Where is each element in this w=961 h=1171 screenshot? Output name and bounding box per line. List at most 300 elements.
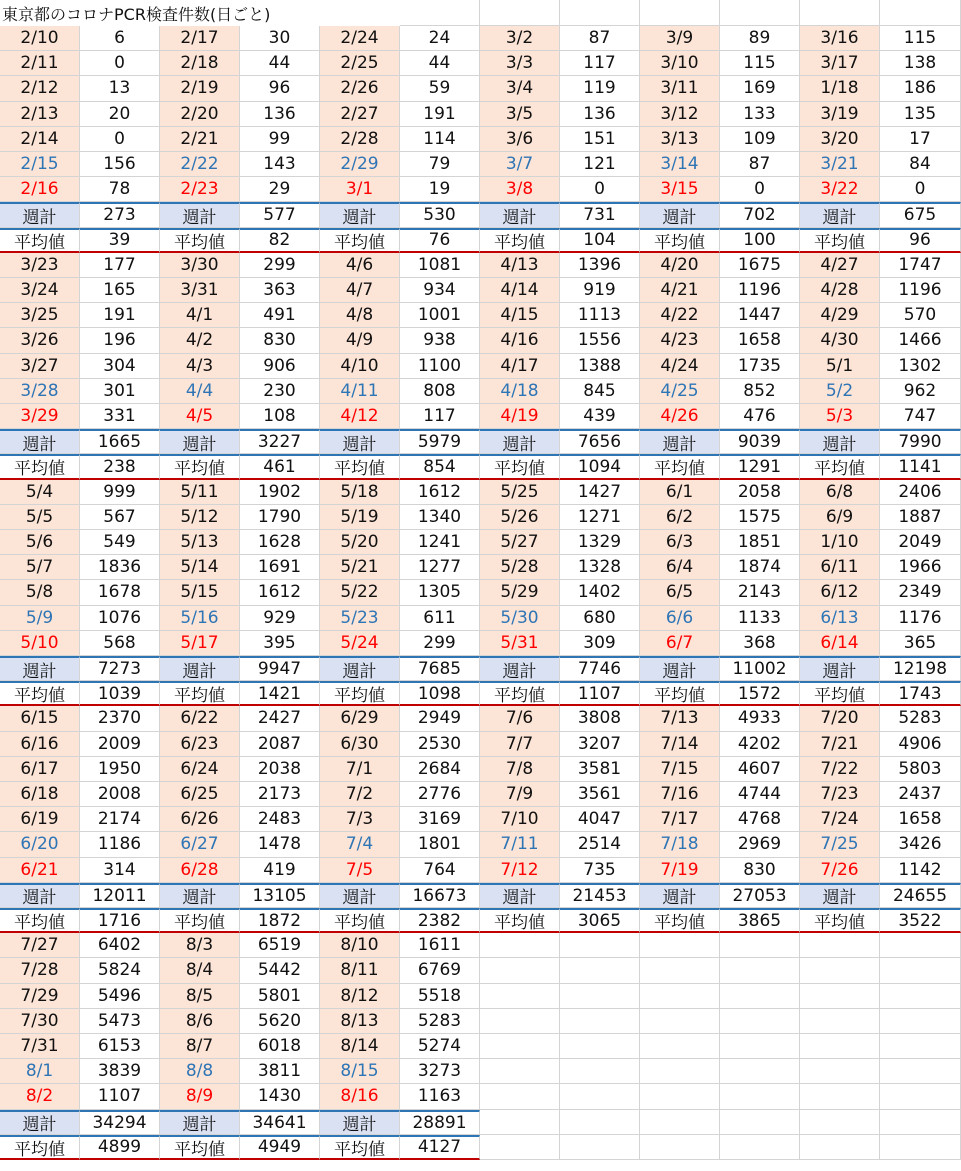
date-cell[interactable]: 5/6 — [0, 530, 80, 555]
count-cell[interactable]: 1133 — [720, 606, 800, 631]
average-label[interactable]: 平均値 — [320, 228, 400, 253]
count-cell[interactable]: 830 — [240, 328, 320, 353]
count-cell[interactable]: 87 — [720, 152, 800, 177]
count-cell[interactable]: 29 — [240, 177, 320, 202]
empty-cell[interactable] — [640, 958, 720, 983]
weekly-total-label[interactable]: 週計 — [480, 883, 560, 908]
count-cell[interactable]: 186 — [880, 76, 961, 101]
count-cell[interactable]: 1801 — [400, 832, 480, 857]
date-cell[interactable]: 7/5 — [320, 858, 400, 883]
date-cell[interactable]: 7/14 — [640, 732, 720, 757]
count-cell[interactable]: 1430 — [240, 1084, 320, 1109]
weekly-total-value[interactable]: 12011 — [80, 883, 160, 908]
count-cell[interactable]: 151 — [560, 127, 640, 152]
weekly-total-value[interactable]: 34641 — [240, 1110, 320, 1135]
average-value[interactable]: 3065 — [560, 908, 640, 933]
date-cell[interactable]: 2/19 — [160, 76, 240, 101]
count-cell[interactable]: 549 — [80, 530, 160, 555]
date-cell[interactable]: 7/22 — [800, 757, 880, 782]
date-cell[interactable]: 8/7 — [160, 1034, 240, 1059]
count-cell[interactable]: 136 — [240, 102, 320, 127]
count-cell[interactable]: 2437 — [880, 782, 961, 807]
date-cell[interactable]: 5/2 — [800, 379, 880, 404]
weekly-total-label[interactable]: 週計 — [160, 429, 240, 454]
average-value[interactable]: 2382 — [400, 908, 480, 933]
date-cell[interactable]: 3/27 — [0, 354, 80, 379]
count-cell[interactable]: 196 — [80, 328, 160, 353]
average-label[interactable]: 平均値 — [320, 908, 400, 933]
count-cell[interactable]: 1628 — [240, 530, 320, 555]
count-cell[interactable]: 3581 — [560, 757, 640, 782]
count-cell[interactable]: 3808 — [560, 706, 640, 731]
empty-cell[interactable] — [640, 0, 720, 26]
weekly-total-value[interactable]: 7746 — [560, 656, 640, 681]
date-cell[interactable]: 5/7 — [0, 555, 80, 580]
weekly-total-label[interactable]: 週計 — [480, 202, 560, 227]
date-cell[interactable]: 3/13 — [640, 127, 720, 152]
date-cell[interactable]: 6/30 — [320, 732, 400, 757]
date-cell[interactable]: 3/30 — [160, 253, 240, 278]
count-cell[interactable]: 1402 — [560, 580, 640, 605]
average-value[interactable]: 238 — [80, 454, 160, 479]
count-cell[interactable]: 309 — [560, 631, 640, 656]
empty-cell[interactable] — [480, 1009, 560, 1034]
date-cell[interactable]: 4/7 — [320, 278, 400, 303]
date-cell[interactable]: 4/22 — [640, 303, 720, 328]
count-cell[interactable]: 938 — [400, 328, 480, 353]
count-cell[interactable]: 136 — [560, 102, 640, 127]
date-cell[interactable]: 3/26 — [0, 328, 80, 353]
date-cell[interactable]: 3/23 — [0, 253, 80, 278]
count-cell[interactable]: 2969 — [720, 832, 800, 857]
date-cell[interactable]: 6/13 — [800, 606, 880, 631]
average-label[interactable]: 平均値 — [480, 454, 560, 479]
count-cell[interactable]: 1790 — [240, 505, 320, 530]
average-label[interactable]: 平均値 — [480, 908, 560, 933]
average-value[interactable]: 3522 — [880, 908, 961, 933]
date-cell[interactable]: 8/9 — [160, 1084, 240, 1109]
count-cell[interactable]: 2776 — [400, 782, 480, 807]
empty-cell[interactable] — [800, 984, 880, 1009]
count-cell[interactable]: 191 — [400, 102, 480, 127]
average-value[interactable]: 4127 — [400, 1135, 480, 1160]
count-cell[interactable]: 3811 — [240, 1059, 320, 1084]
count-cell[interactable]: 1658 — [720, 328, 800, 353]
date-cell[interactable]: 4/5 — [160, 404, 240, 429]
count-cell[interactable]: 1735 — [720, 354, 800, 379]
count-cell[interactable]: 133 — [720, 102, 800, 127]
count-cell[interactable]: 2008 — [80, 782, 160, 807]
date-cell[interactable]: 4/17 — [480, 354, 560, 379]
date-cell[interactable]: 5/17 — [160, 631, 240, 656]
empty-cell[interactable] — [720, 984, 800, 1009]
date-cell[interactable]: 4/24 — [640, 354, 720, 379]
count-cell[interactable]: 1678 — [80, 580, 160, 605]
date-cell[interactable]: 2/22 — [160, 152, 240, 177]
empty-cell[interactable] — [720, 1110, 800, 1135]
date-cell[interactable]: 2/21 — [160, 127, 240, 152]
empty-cell[interactable] — [880, 1084, 961, 1109]
average-label[interactable]: 平均値 — [640, 454, 720, 479]
count-cell[interactable]: 962 — [880, 379, 961, 404]
count-cell[interactable]: 0 — [80, 51, 160, 76]
date-cell[interactable]: 7/4 — [320, 832, 400, 857]
date-cell[interactable]: 2/13 — [0, 102, 80, 127]
count-cell[interactable]: 747 — [880, 404, 961, 429]
average-value[interactable]: 3865 — [720, 908, 800, 933]
average-value[interactable]: 1743 — [880, 681, 961, 706]
date-cell[interactable]: 3/29 — [0, 404, 80, 429]
date-cell[interactable]: 1/10 — [800, 530, 880, 555]
date-cell[interactable]: 8/8 — [160, 1059, 240, 1084]
count-cell[interactable]: 1747 — [880, 253, 961, 278]
date-cell[interactable]: 7/7 — [480, 732, 560, 757]
empty-cell[interactable] — [720, 1059, 800, 1084]
date-cell[interactable]: 6/7 — [640, 631, 720, 656]
date-cell[interactable]: 5/8 — [0, 580, 80, 605]
count-cell[interactable]: 138 — [880, 51, 961, 76]
count-cell[interactable]: 764 — [400, 858, 480, 883]
date-cell[interactable]: 3/28 — [0, 379, 80, 404]
count-cell[interactable]: 1176 — [880, 606, 961, 631]
count-cell[interactable]: 2530 — [400, 732, 480, 757]
date-cell[interactable]: 7/17 — [640, 807, 720, 832]
weekly-total-label[interactable]: 週計 — [480, 429, 560, 454]
date-cell[interactable]: 3/25 — [0, 303, 80, 328]
count-cell[interactable]: 177 — [80, 253, 160, 278]
count-cell[interactable]: 6153 — [80, 1034, 160, 1059]
empty-cell[interactable] — [560, 933, 640, 958]
date-cell[interactable]: 6/23 — [160, 732, 240, 757]
count-cell[interactable]: 5283 — [880, 706, 961, 731]
count-cell[interactable]: 2370 — [80, 706, 160, 731]
date-cell[interactable]: 3/20 — [800, 127, 880, 152]
count-cell[interactable]: 3273 — [400, 1059, 480, 1084]
count-cell[interactable]: 929 — [240, 606, 320, 631]
count-cell[interactable]: 4933 — [720, 706, 800, 731]
date-cell[interactable]: 3/1 — [320, 177, 400, 202]
empty-cell[interactable] — [720, 0, 800, 26]
weekly-total-value[interactable]: 731 — [560, 202, 640, 227]
empty-cell[interactable] — [560, 1009, 640, 1034]
count-cell[interactable]: 44 — [240, 51, 320, 76]
date-cell[interactable]: 2/15 — [0, 152, 80, 177]
count-cell[interactable]: 2684 — [400, 757, 480, 782]
date-cell[interactable]: 7/20 — [800, 706, 880, 731]
date-cell[interactable]: 6/18 — [0, 782, 80, 807]
count-cell[interactable]: 1466 — [880, 328, 961, 353]
date-cell[interactable]: 7/6 — [480, 706, 560, 731]
count-cell[interactable]: 5620 — [240, 1009, 320, 1034]
date-cell[interactable]: 8/15 — [320, 1059, 400, 1084]
count-cell[interactable]: 395 — [240, 631, 320, 656]
average-label[interactable]: 平均値 — [480, 228, 560, 253]
average-value[interactable]: 96 — [880, 228, 961, 253]
date-cell[interactable]: 5/25 — [480, 480, 560, 505]
date-cell[interactable]: 5/3 — [800, 404, 880, 429]
date-cell[interactable]: 3/31 — [160, 278, 240, 303]
count-cell[interactable]: 89 — [720, 26, 800, 51]
count-cell[interactable]: 1887 — [880, 505, 961, 530]
date-cell[interactable]: 7/23 — [800, 782, 880, 807]
count-cell[interactable]: 1196 — [880, 278, 961, 303]
count-cell[interactable]: 0 — [80, 127, 160, 152]
empty-cell[interactable] — [480, 1135, 560, 1160]
date-cell[interactable]: 4/10 — [320, 354, 400, 379]
average-label[interactable]: 平均値 — [160, 681, 240, 706]
date-cell[interactable]: 5/23 — [320, 606, 400, 631]
count-cell[interactable]: 1163 — [400, 1084, 480, 1109]
date-cell[interactable]: 4/8 — [320, 303, 400, 328]
date-cell[interactable]: 2/24 — [320, 26, 400, 51]
empty-cell[interactable] — [560, 958, 640, 983]
date-cell[interactable]: 8/16 — [320, 1084, 400, 1109]
count-cell[interactable]: 1447 — [720, 303, 800, 328]
weekly-total-value[interactable]: 530 — [400, 202, 480, 227]
count-cell[interactable]: 6 — [80, 26, 160, 51]
date-cell[interactable]: 6/12 — [800, 580, 880, 605]
empty-cell[interactable] — [880, 984, 961, 1009]
date-cell[interactable]: 4/16 — [480, 328, 560, 353]
count-cell[interactable]: 1241 — [400, 530, 480, 555]
date-cell[interactable]: 5/15 — [160, 580, 240, 605]
empty-cell[interactable] — [480, 1084, 560, 1109]
count-cell[interactable]: 5801 — [240, 984, 320, 1009]
date-cell[interactable]: 7/2 — [320, 782, 400, 807]
average-label[interactable]: 平均値 — [160, 454, 240, 479]
date-cell[interactable]: 4/30 — [800, 328, 880, 353]
count-cell[interactable]: 314 — [80, 858, 160, 883]
date-cell[interactable]: 4/26 — [640, 404, 720, 429]
date-cell[interactable]: 3/17 — [800, 51, 880, 76]
date-cell[interactable]: 7/28 — [0, 958, 80, 983]
date-cell[interactable]: 3/6 — [480, 127, 560, 152]
count-cell[interactable]: 1556 — [560, 328, 640, 353]
date-cell[interactable]: 4/9 — [320, 328, 400, 353]
date-cell[interactable]: 2/27 — [320, 102, 400, 127]
average-value[interactable]: 854 — [400, 454, 480, 479]
empty-cell[interactable] — [800, 1059, 880, 1084]
count-cell[interactable]: 2038 — [240, 757, 320, 782]
average-value[interactable]: 1291 — [720, 454, 800, 479]
date-cell[interactable]: 4/3 — [160, 354, 240, 379]
date-cell[interactable]: 5/31 — [480, 631, 560, 656]
date-cell[interactable]: 3/12 — [640, 102, 720, 127]
date-cell[interactable]: 4/1 — [160, 303, 240, 328]
count-cell[interactable]: 1113 — [560, 303, 640, 328]
count-cell[interactable]: 19 — [400, 177, 480, 202]
average-label[interactable]: 平均値 — [0, 454, 80, 479]
weekly-total-value[interactable]: 3227 — [240, 429, 320, 454]
count-cell[interactable]: 6018 — [240, 1034, 320, 1059]
count-cell[interactable]: 2949 — [400, 706, 480, 731]
count-cell[interactable]: 1966 — [880, 555, 961, 580]
count-cell[interactable]: 1186 — [80, 832, 160, 857]
average-label[interactable]: 平均値 — [160, 908, 240, 933]
count-cell[interactable]: 491 — [240, 303, 320, 328]
empty-cell[interactable] — [800, 1034, 880, 1059]
average-label[interactable]: 平均値 — [800, 228, 880, 253]
date-cell[interactable]: 5/26 — [480, 505, 560, 530]
count-cell[interactable]: 365 — [880, 631, 961, 656]
date-cell[interactable]: 5/13 — [160, 530, 240, 555]
date-cell[interactable]: 7/26 — [800, 858, 880, 883]
count-cell[interactable]: 156 — [80, 152, 160, 177]
count-cell[interactable]: 476 — [720, 404, 800, 429]
empty-cell[interactable] — [880, 958, 961, 983]
weekly-total-label[interactable]: 週計 — [0, 883, 80, 908]
date-cell[interactable]: 5/1 — [800, 354, 880, 379]
empty-cell[interactable] — [720, 1135, 800, 1160]
date-cell[interactable]: 8/12 — [320, 984, 400, 1009]
count-cell[interactable]: 5803 — [880, 757, 961, 782]
count-cell[interactable]: 4607 — [720, 757, 800, 782]
date-cell[interactable]: 2/10 — [0, 26, 80, 51]
empty-cell[interactable] — [800, 1084, 880, 1109]
count-cell[interactable]: 735 — [560, 858, 640, 883]
empty-cell[interactable] — [800, 1009, 880, 1034]
average-value[interactable]: 1872 — [240, 908, 320, 933]
date-cell[interactable]: 7/25 — [800, 832, 880, 857]
date-cell[interactable]: 5/24 — [320, 631, 400, 656]
date-cell[interactable]: 6/17 — [0, 757, 80, 782]
count-cell[interactable]: 368 — [720, 631, 800, 656]
date-cell[interactable]: 2/23 — [160, 177, 240, 202]
date-cell[interactable]: 6/27 — [160, 832, 240, 857]
weekly-total-label[interactable]: 週計 — [0, 429, 80, 454]
count-cell[interactable]: 44 — [400, 51, 480, 76]
average-label[interactable]: 平均値 — [640, 681, 720, 706]
date-cell[interactable]: 7/10 — [480, 807, 560, 832]
date-cell[interactable]: 5/14 — [160, 555, 240, 580]
weekly-total-label[interactable]: 週計 — [160, 202, 240, 227]
average-value[interactable]: 4899 — [80, 1135, 160, 1160]
date-cell[interactable]: 3/10 — [640, 51, 720, 76]
date-cell[interactable]: 4/20 — [640, 253, 720, 278]
count-cell[interactable]: 1340 — [400, 505, 480, 530]
empty-cell[interactable] — [480, 958, 560, 983]
count-cell[interactable]: 4202 — [720, 732, 800, 757]
count-cell[interactable]: 117 — [560, 51, 640, 76]
average-label[interactable]: 平均値 — [800, 454, 880, 479]
average-value[interactable]: 104 — [560, 228, 640, 253]
count-cell[interactable]: 6769 — [400, 958, 480, 983]
empty-cell[interactable] — [720, 933, 800, 958]
empty-cell[interactable] — [640, 1059, 720, 1084]
date-cell[interactable]: 6/29 — [320, 706, 400, 731]
date-cell[interactable]: 5/12 — [160, 505, 240, 530]
weekly-total-label[interactable]: 週計 — [800, 429, 880, 454]
average-label[interactable]: 平均値 — [0, 228, 80, 253]
date-cell[interactable]: 3/14 — [640, 152, 720, 177]
count-cell[interactable]: 1950 — [80, 757, 160, 782]
count-cell[interactable]: 611 — [400, 606, 480, 631]
count-cell[interactable]: 3839 — [80, 1059, 160, 1084]
count-cell[interactable]: 845 — [560, 379, 640, 404]
average-label[interactable]: 平均値 — [320, 1135, 400, 1160]
count-cell[interactable]: 1081 — [400, 253, 480, 278]
weekly-total-label[interactable]: 週計 — [800, 656, 880, 681]
average-value[interactable]: 1421 — [240, 681, 320, 706]
empty-cell[interactable] — [800, 933, 880, 958]
date-cell[interactable]: 5/21 — [320, 555, 400, 580]
empty-cell[interactable] — [880, 0, 961, 26]
weekly-total-value[interactable]: 9039 — [720, 429, 800, 454]
date-cell[interactable]: 4/25 — [640, 379, 720, 404]
date-cell[interactable]: 7/9 — [480, 782, 560, 807]
date-cell[interactable]: 5/19 — [320, 505, 400, 530]
date-cell[interactable]: 5/28 — [480, 555, 560, 580]
date-cell[interactable]: 2/12 — [0, 76, 80, 101]
date-cell[interactable]: 5/9 — [0, 606, 80, 631]
count-cell[interactable]: 1305 — [400, 580, 480, 605]
count-cell[interactable]: 2049 — [880, 530, 961, 555]
date-cell[interactable]: 6/24 — [160, 757, 240, 782]
average-label[interactable]: 平均値 — [320, 454, 400, 479]
count-cell[interactable]: 1396 — [560, 253, 640, 278]
empty-cell[interactable] — [880, 1110, 961, 1135]
weekly-total-value[interactable]: 7273 — [80, 656, 160, 681]
date-cell[interactable]: 2/29 — [320, 152, 400, 177]
empty-cell[interactable] — [640, 933, 720, 958]
date-cell[interactable]: 8/1 — [0, 1059, 80, 1084]
count-cell[interactable]: 13 — [80, 76, 160, 101]
count-cell[interactable]: 2087 — [240, 732, 320, 757]
count-cell[interactable]: 2174 — [80, 807, 160, 832]
date-cell[interactable]: 3/21 — [800, 152, 880, 177]
count-cell[interactable]: 301 — [80, 379, 160, 404]
count-cell[interactable]: 1388 — [560, 354, 640, 379]
count-cell[interactable]: 99 — [240, 127, 320, 152]
date-cell[interactable]: 7/15 — [640, 757, 720, 782]
count-cell[interactable]: 2406 — [880, 480, 961, 505]
count-cell[interactable]: 906 — [240, 354, 320, 379]
date-cell[interactable]: 3/24 — [0, 278, 80, 303]
average-label[interactable]: 平均値 — [0, 1135, 80, 1160]
average-value[interactable]: 4949 — [240, 1135, 320, 1160]
date-cell[interactable]: 6/5 — [640, 580, 720, 605]
date-cell[interactable]: 7/1 — [320, 757, 400, 782]
empty-cell[interactable] — [480, 0, 560, 26]
weekly-total-label[interactable]: 週計 — [480, 656, 560, 681]
weekly-total-label[interactable]: 週計 — [800, 883, 880, 908]
count-cell[interactable]: 1001 — [400, 303, 480, 328]
count-cell[interactable]: 17 — [880, 127, 961, 152]
weekly-total-value[interactable]: 34294 — [80, 1110, 160, 1135]
average-value[interactable]: 1141 — [880, 454, 961, 479]
date-cell[interactable]: 4/29 — [800, 303, 880, 328]
average-value[interactable]: 100 — [720, 228, 800, 253]
date-cell[interactable]: 6/16 — [0, 732, 80, 757]
count-cell[interactable]: 1328 — [560, 555, 640, 580]
date-cell[interactable]: 6/3 — [640, 530, 720, 555]
weekly-total-value[interactable]: 7990 — [880, 429, 961, 454]
count-cell[interactable]: 1851 — [720, 530, 800, 555]
weekly-total-label[interactable]: 週計 — [320, 202, 400, 227]
count-cell[interactable]: 108 — [240, 404, 320, 429]
count-cell[interactable]: 20 — [80, 102, 160, 127]
count-cell[interactable]: 1612 — [240, 580, 320, 605]
count-cell[interactable]: 30 — [240, 26, 320, 51]
count-cell[interactable]: 5824 — [80, 958, 160, 983]
date-cell[interactable]: 8/4 — [160, 958, 240, 983]
date-cell[interactable]: 7/30 — [0, 1009, 80, 1034]
date-cell[interactable]: 7/8 — [480, 757, 560, 782]
count-cell[interactable]: 24 — [400, 26, 480, 51]
empty-cell[interactable] — [640, 1135, 720, 1160]
average-label[interactable]: 平均値 — [320, 681, 400, 706]
count-cell[interactable]: 0 — [720, 177, 800, 202]
